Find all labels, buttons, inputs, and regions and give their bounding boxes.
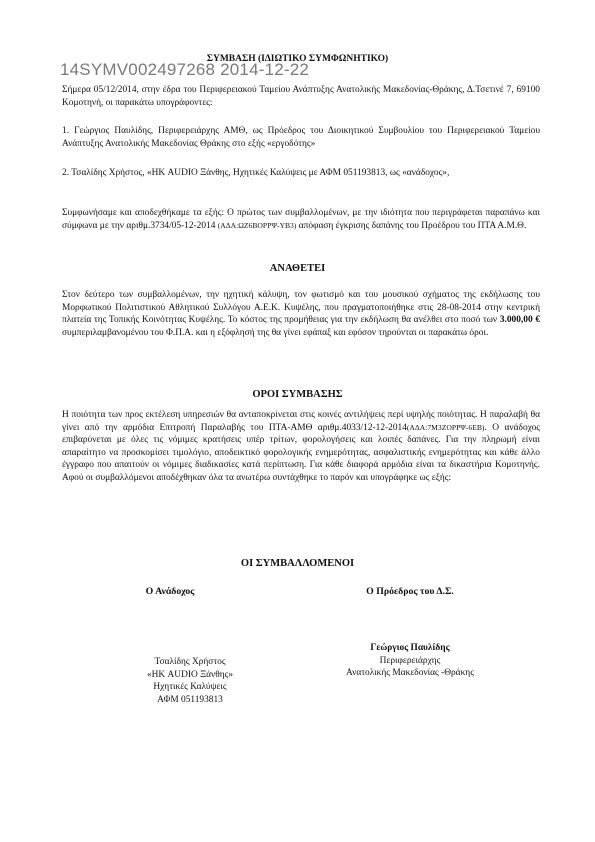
heading-assigns: ΑΝΑΘΕΤΕΙ xyxy=(269,263,326,274)
terms-paragraph xyxy=(62,409,540,484)
president-region: Ανατολικής Μακεδονίας -Θράκης xyxy=(346,668,474,678)
contractor-activity: Ηχητικές Καλύψεις xyxy=(153,682,227,692)
document-stamp: 14SYMV002497268 2014-12-22 xyxy=(60,60,310,79)
agreement-paragraph xyxy=(62,207,540,232)
intro-paragraph: Σήμερα 05/12/2014, στην έδρα του Περιφερειακού Ταμείου Ανάπτυξης Ανατολικής Μακεδονίας-Θράκης, Δ.Τσετινέ 7, 69100 Κομοτηνή, οι παρακάτω υπογράφοντες: xyxy=(62,85,540,108)
heading-terms: ΟΡΟΙ ΣΥΜΒΑΣΗΣ xyxy=(252,389,343,400)
contractor-company: «ΗΚ AUDIO Ξάνθης» xyxy=(146,669,234,680)
contractor-role: Ο Ανάδοχος xyxy=(145,586,195,597)
president-name: Γεώργιος Παυλίδης xyxy=(370,643,450,653)
terms-text: Η ποιότητα των προς εκτέλεση υπηρεσιών θα ανταποκρίνεται στις κοινές αντιλήψεις περί υψηλής ποιότητας. Η παραλαβή θα γίνει από την αρμόδια Επιτροπή Παραλαβής του ΠΤΑ-ΑΜΘ αριθμ.4033/12-12-2014 xyxy=(62,410,540,433)
assignment-amount: 3.000,00 € xyxy=(499,315,541,325)
president-signature-block xyxy=(305,642,515,680)
president-role: Ο Πρόεδρος του Δ.Σ. xyxy=(366,586,454,597)
assignment-text-end: συμπεριλαμβανομένου του Φ.Π.Α. και η εξόφλησή της θα γίνει εφάπαξ και εφόσον τηρούνται οι παρακάτω όροι. xyxy=(62,327,489,338)
party-2-paragraph: 2. Τσαλίδης Χρήστος, «ΗΚ AUDIO Ξάνθης, Ηχητικές Καλύψεις με ΑΦΜ 051193813, ως «ανάδοχος», xyxy=(62,168,450,178)
party-1-paragraph: 1. Γεώργιος Παυλίδης, Περιφερειάρχης ΑΜΘ, ως Πρόεδρος του Διοικητικού Συμβουλίου του Περιφερειακού Ταμείου Ανάπτυξης Ανατολικής Μακεδονίας Θράκης στο εξής «εργοδότης» xyxy=(62,126,540,149)
terms-text-end: . Ο ανάδοχος επιβαρύνεται με όλες τις νόμιμες κρατήσεις υπέρ τρίτων, φορολογήσεις και λοιπές δαπάνες. Για την πληρωμή είναι απαραίτητο να προσκομίσει τιμολόγιο, αποδεικτικό φορολογικής ενημερότητας, ασφαλιστικής ενημερότητας και κάθε άλλο έγγραφο που απαιτούν οι νόμιμες διαδικασίες κατά περίπτωση. Για κάθε διαφορά αρμόδια είναι τα δικαστήρια Κομοτηνής. Αφού οι συμβαλλόμενοι αποδέχθηκαν όλα τα ανωτέρω συντάχθηκε το παρόν και υπογράφηκε ως εξής: xyxy=(62,422,540,483)
terms-ada: (ΑΔΑ:7Μ3ΖΟΡΡΨ-6ΕΒ) xyxy=(406,422,485,432)
heading-parties: ΟΙ ΣΥΜΒΑΛΛΟΜΕΝΟΙ xyxy=(240,558,355,569)
agreement-text: Συμφωνήσαμε και αποδεχθήκαμε τα εξής: Ο πρώτος των συμβαλλομένων, με την ιδιότητα που περιγράφεται παραπάνω και σύμφωνα με την αριθμ.3734/05-12-2014 xyxy=(62,208,540,231)
contractor-tax-id: ΑΦΜ 051193813 xyxy=(157,694,223,705)
president-title: Περιφερειάρχης xyxy=(379,655,441,666)
agreement-ada: (ΑΔΑ:ΩΖ6ΒΟΡΡΨ-ΥΒ3) xyxy=(217,220,297,230)
document-title: ΣΥΜΒΑΣΗ (ΙΔΙΩΤΙΚΟ ΣΥΜΦΩΝΗΤΙΚΟ) xyxy=(206,54,389,64)
contractor-name: Τσαλίδης Χρήστος xyxy=(154,657,226,667)
contractor-signature-block xyxy=(110,656,270,706)
assignment-paragraph xyxy=(62,289,540,339)
assignment-text: Στον δεύτερο των συμβαλλομένων, την ηχητική κάλυψη, τον φωτισμό και του μουσικού σχήματος της εκδήλωσης του Μορφωτικού Πολιτιστικού Αθλητικού Συλλόγου Α.Ε.Κ. Κυψέλης, που πραγματοποιήθηκε στις 28-08-2014 στην κεντρική πλατεία της Τοπικής Κοινότητας Κυψέλης. Το κόστος της προμήθειας για την εκδήλωση θα ανέλθει στο ποσό των xyxy=(62,290,540,325)
agreement-text-end: απόφαση έγκρισης δαπάνης του Προέδρου του ΠΤΑ Α.Μ.Θ. xyxy=(298,220,527,231)
